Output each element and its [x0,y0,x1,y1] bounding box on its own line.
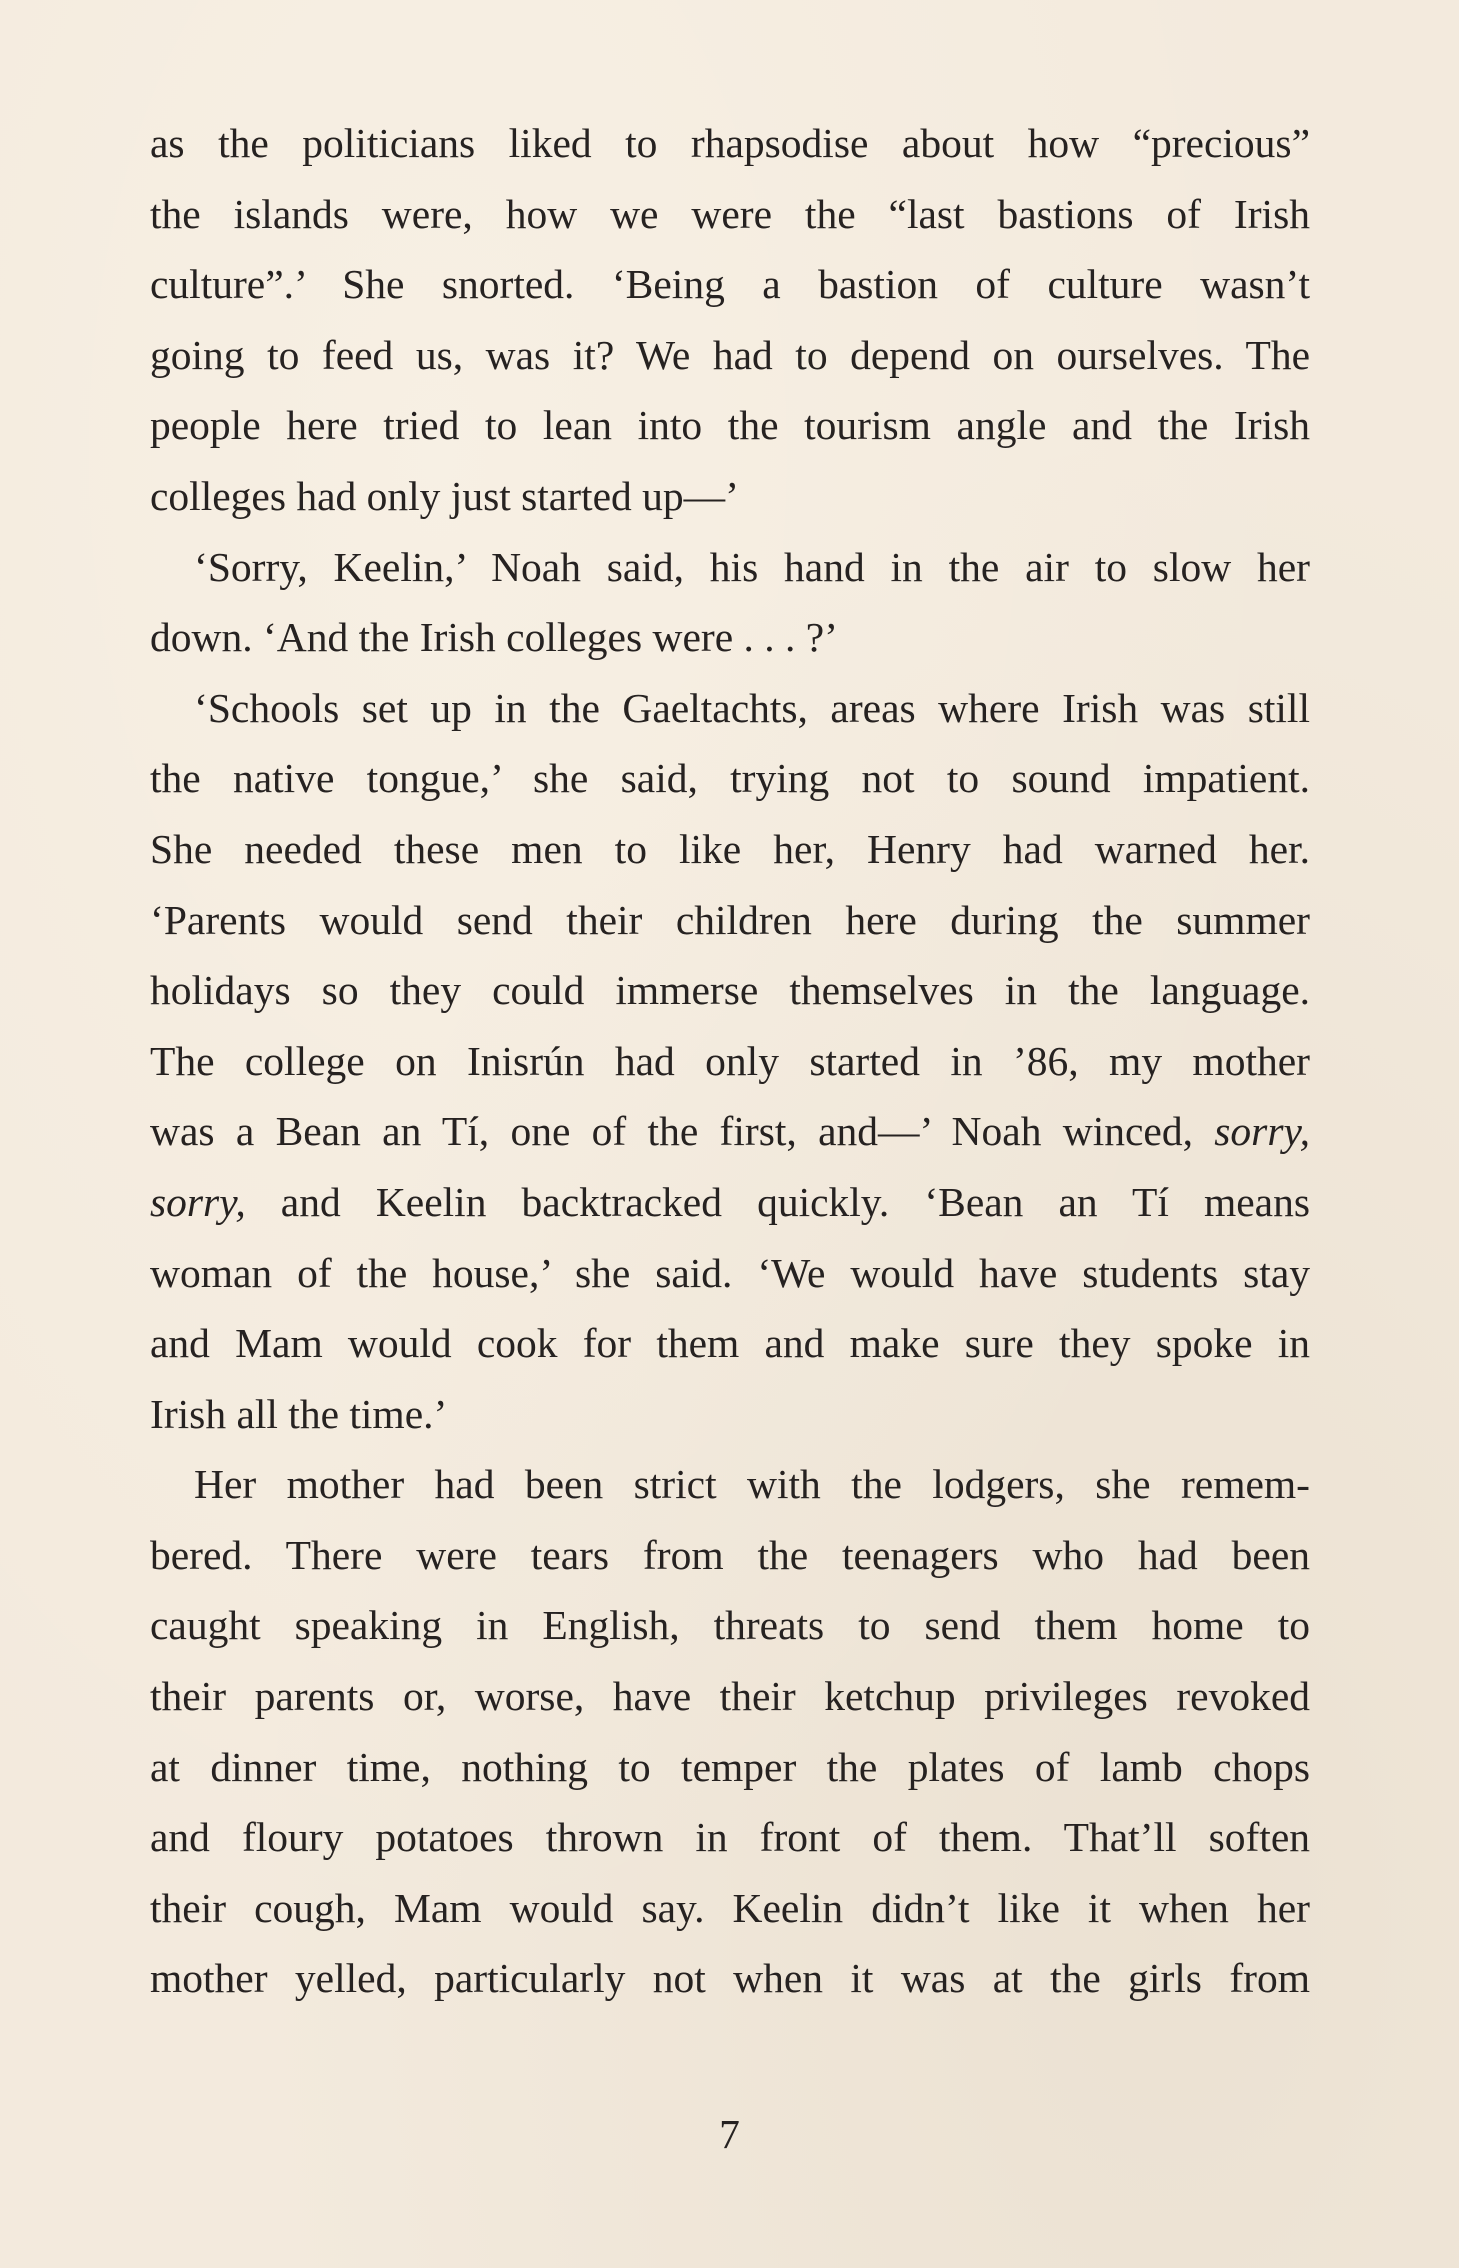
line-text: down. ‘And the Irish colleges were . . . ?’ [150,614,838,661]
line-text: The college on Inisrún had only started in ’86, my mother [150,1037,1310,1084]
italic-text: sorry, [150,1178,246,1225]
text-line [150,1379,1310,1450]
line-text: and Keelin backtracked quickly. ‘Bean an Tí means [245,1178,1310,1225]
line-text: caught speaking in English, threats to send them home to [150,1602,1310,1649]
line-text: She needed these men to like her, Henry had warned her. [150,825,1310,872]
italic-text: sorry, [1214,1108,1310,1155]
text-line [150,320,1310,391]
line-text: the native tongue,’ she said, trying not to sound impatient. [150,755,1310,802]
line-text: holidays so they could immerse themselves in the language. [150,967,1310,1014]
text-line [150,1096,1310,1167]
line-text: was a Bean an Tí, one of the first, and—’ Noah winced, [150,1108,1215,1155]
text-line [150,885,1310,956]
text-line [150,532,1310,603]
line-text: Her mother had been strict with the lodgers, she remem- [194,1461,1310,1508]
line-text: their cough, Mam would say. Keelin didn’t like it when her [150,1884,1310,1931]
line-text: ‘Parents would send their children here during the summer [150,896,1310,943]
line-text: going to feed us, was it? We had to depend on ourselves. The [150,331,1310,378]
text-line [150,955,1310,1026]
text-line [150,1167,1310,1238]
text-line [150,602,1310,673]
text-line [150,1238,1310,1309]
text-line [150,1449,1310,1520]
text-line [150,390,1310,461]
line-text: ‘Schools set up in the Gaeltachts, areas where Irish was still [194,684,1310,731]
page-number: 7 [719,2111,740,2157]
line-text: Irish all the time.’ [150,1390,448,1437]
text-line [150,249,1310,320]
text-line [150,814,1310,885]
text-line [150,1943,1310,2014]
text-line [150,673,1310,744]
text-line [150,1026,1310,1097]
line-text: colleges had only just started up—’ [150,472,739,519]
text-line [150,179,1310,250]
line-text: culture”.’ She snorted. ‘Being a bastion of culture wasn’t [150,261,1310,308]
text-line [150,1520,1310,1591]
text-line [150,461,1310,532]
line-text: the islands were, how we were the “last bastions of Irish [150,190,1310,237]
line-text: woman of the house,’ she said. ‘We would have students stay [150,1249,1310,1296]
line-text: ‘Sorry, Keelin,’ Noah said, his hand in the air to slow her [194,543,1310,590]
line-text: mother yelled, particularly not when it was at the girls from [150,1955,1310,2002]
text-line [150,1590,1310,1661]
line-text: their parents or, worse, have their ketchup privileges revoked [150,1673,1310,1720]
line-text: as the politicians liked to rhapsodise about how “precious” [150,120,1310,166]
text-line [150,1802,1310,1873]
line-text: at dinner time, nothing to temper the plates of lamb chops [150,1743,1310,1790]
text-line [150,1732,1310,1803]
text-line [150,1308,1310,1379]
line-text: and floury potatoes thrown in front of them. That’ll soften [150,1814,1310,1861]
body-text [150,108,1310,2014]
text-line [150,743,1310,814]
text-line [150,1873,1310,1944]
line-text: and Mam would cook for them and make sure they spoke in [150,1320,1310,1367]
text-line [150,108,1310,179]
line-text: people here tried to lean into the tourism angle and the Irish [150,402,1310,449]
line-text: bered. There were tears from the teenagers who had been [150,1531,1310,1578]
text-line [150,1661,1310,1732]
